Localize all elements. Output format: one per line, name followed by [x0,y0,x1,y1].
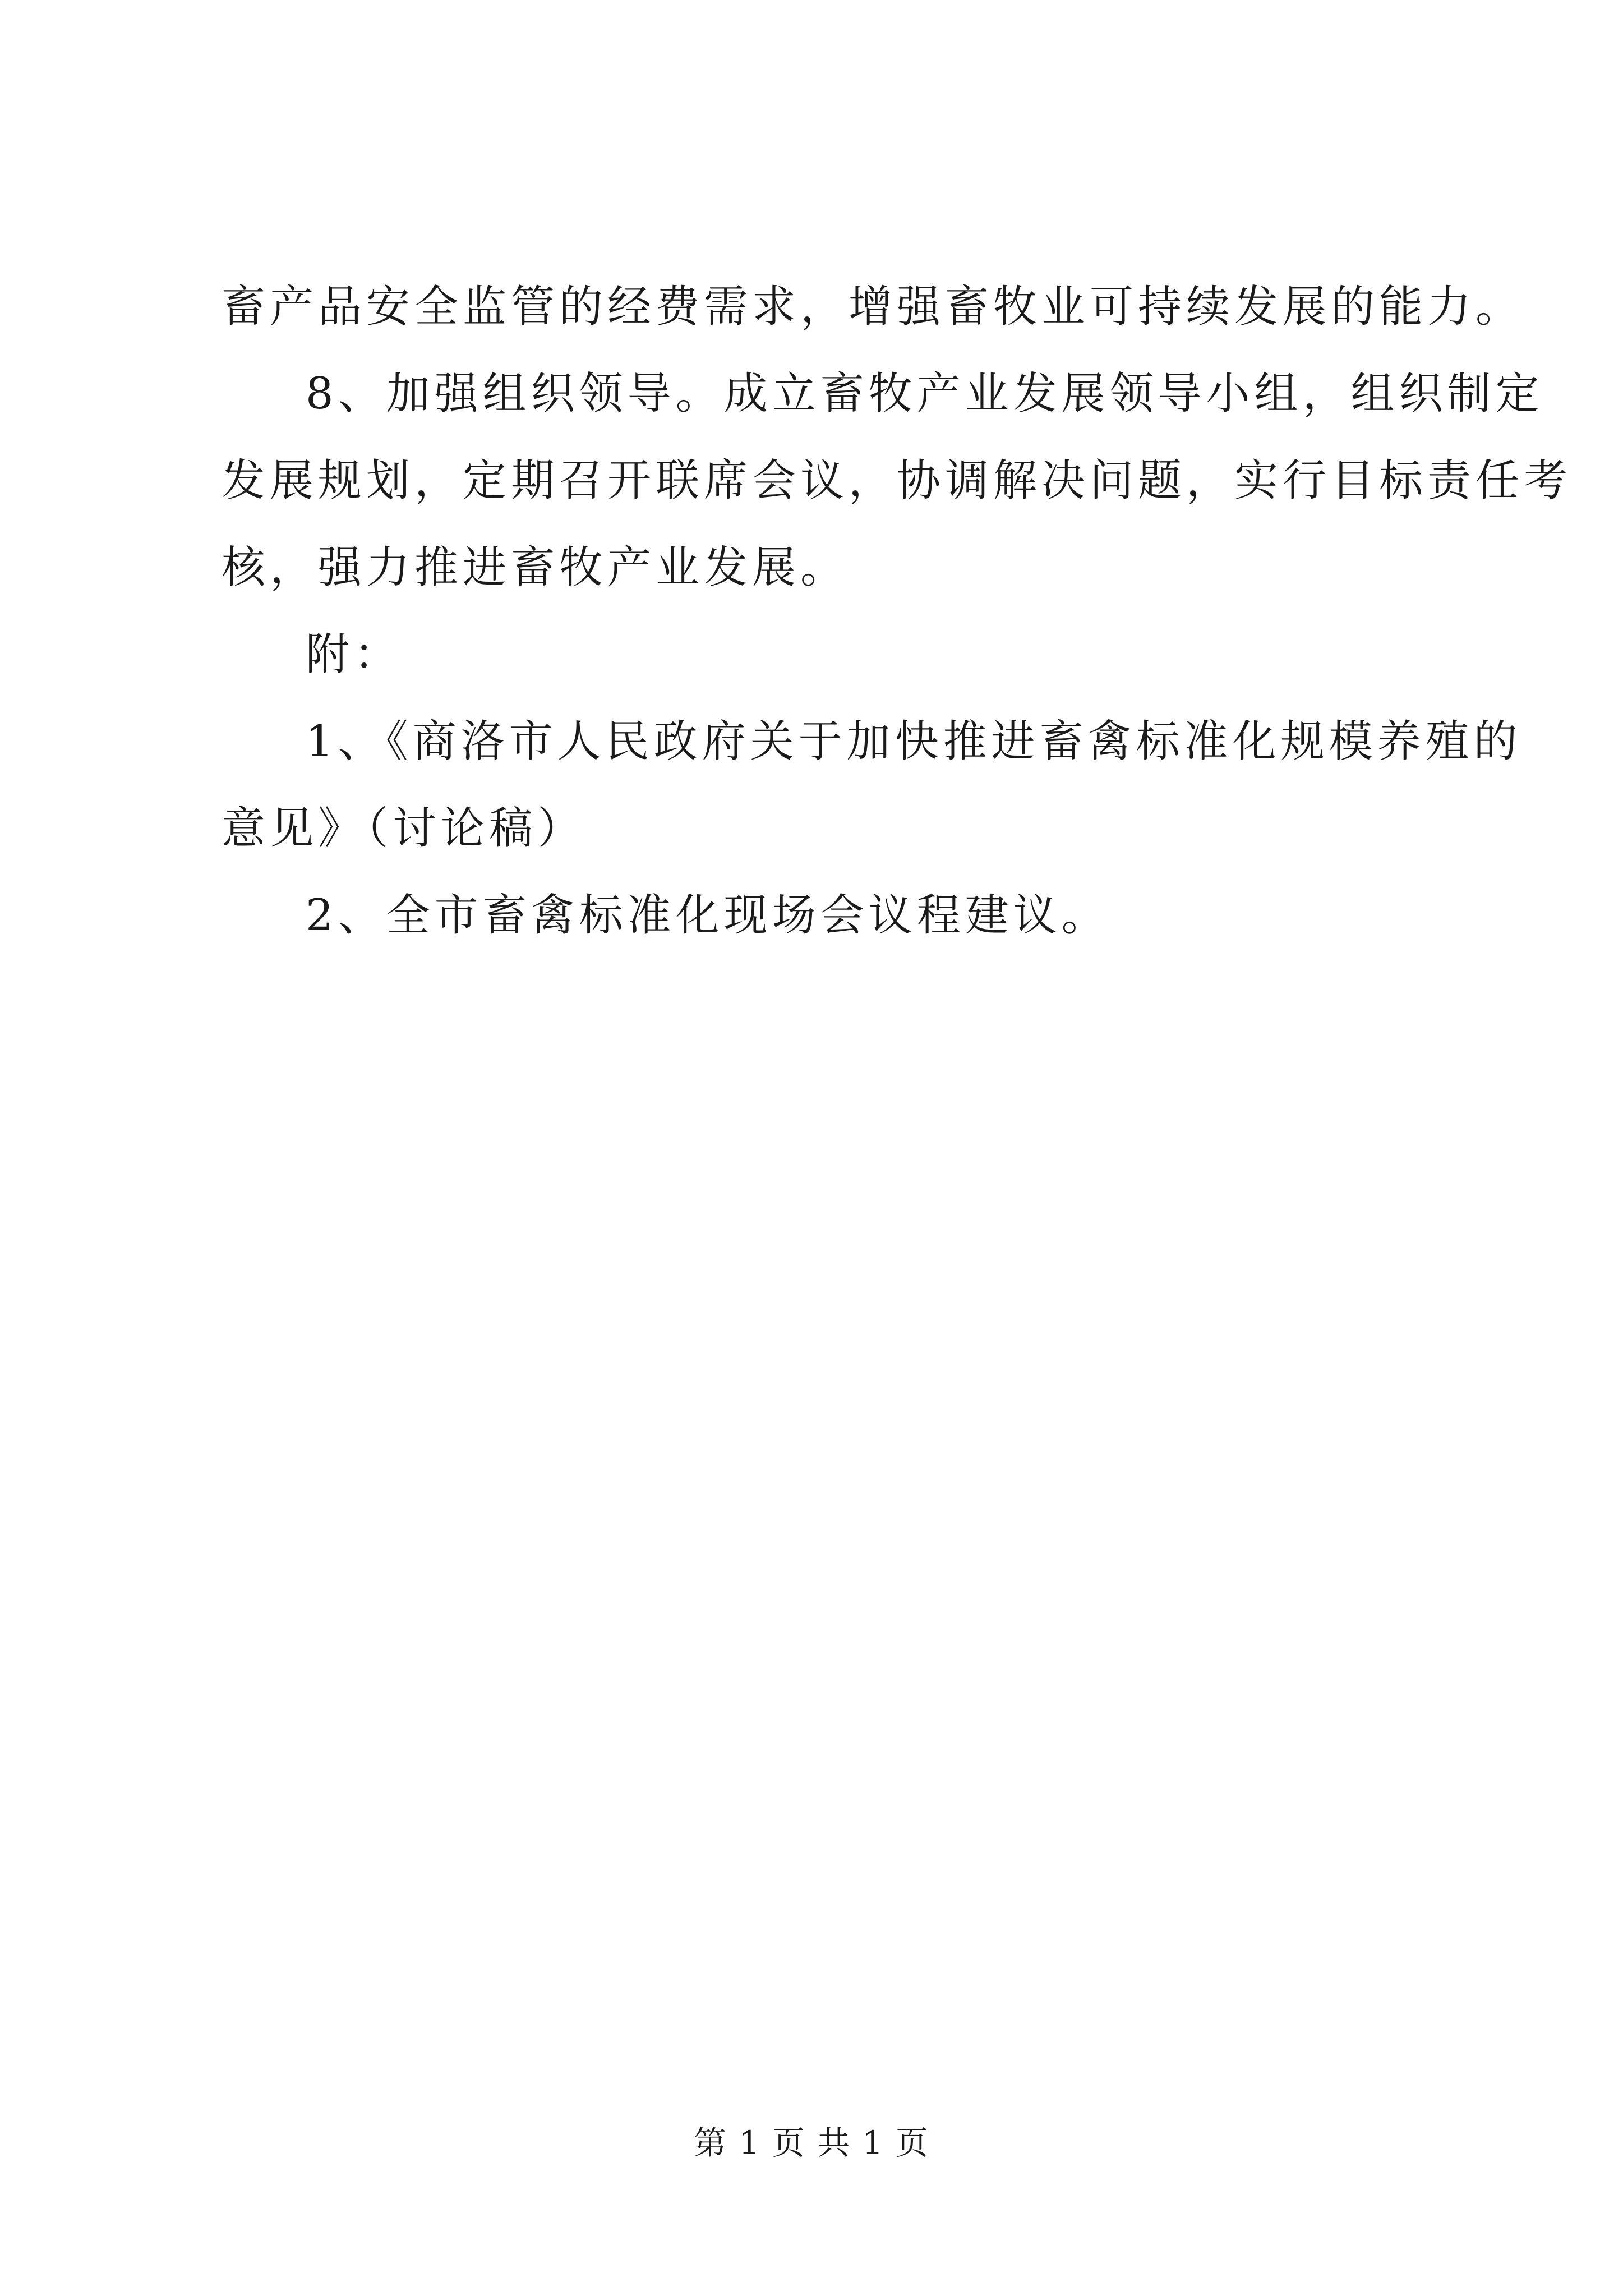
attachment-item: 2、全市畜禽标准化现场会议程建议。 [306,890,1110,941]
attachment-heading: 附： [306,629,403,680]
paragraph-line: 发展规划，定期召开联席会议，协调解决问题，实行目标责任考 [222,455,1573,506]
paragraph-line: 8、加强组织领导。成立畜牧产业发展领导小组，组织制定 [306,369,1544,419]
document-body [222,264,1573,959]
attachment-item-continuation: 意见》（讨论稿） [222,803,586,854]
paragraph-line: 核，强力推进畜牧产业发展。 [222,542,849,593]
paragraph-line: 畜产品安全监管的经费需求，增强畜牧业可持续发展的能力。 [222,282,1524,332]
page-footer: 第 1 页 共 1 页 [694,2124,929,2162]
attachment-item: 1、《商洛市人民政府关于加快推进畜禽标准化规模养殖的 [306,716,1522,767]
